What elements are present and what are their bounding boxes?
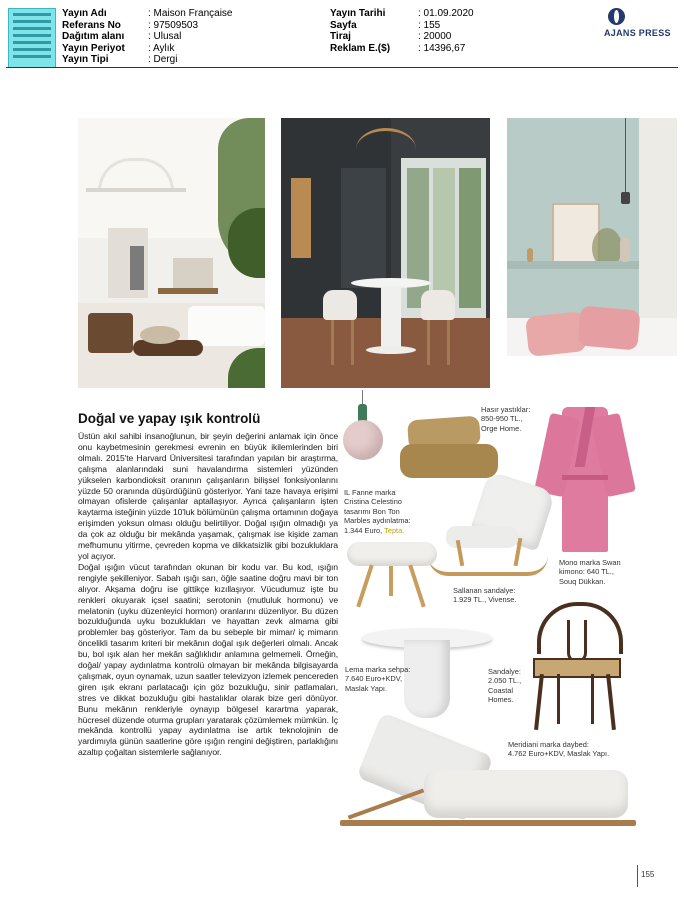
caption-highlight: Tepta. [384,525,405,535]
caption-line: Orge Home. [481,423,522,433]
pendant-lamp-image [340,390,390,485]
page-number-divider [637,865,638,887]
info-value: : 14396,67 [418,42,466,54]
side-table-caption [345,665,410,693]
info-label: Tiraj [330,31,351,42]
caption-line: Sandalye: [488,667,521,676]
info-label: Yayın Adı [62,8,107,19]
caption-line: Homes. [488,695,514,705]
page-number: 155 [641,870,655,879]
info-value: : Ulusal [148,31,182,42]
info-value: : Maison Française [148,8,233,19]
info-value: : 01.09.2020 [418,8,474,19]
caption-line: 7.640 Euro+KDV, [345,674,403,684]
info-label: Yayın Tipi [62,54,109,65]
caption-line: kimono: 640 TL., [559,567,614,577]
caption-line: 1.929 TL., Vivense. [453,595,517,605]
caption-line: Sallanan sandalye: [453,586,516,595]
info-label: Yayın Periyot [62,42,125,54]
info-label: Sayfa [330,19,357,31]
info-label: Dağıtım alanı [62,31,125,42]
info-value: : 155 [418,19,441,31]
kimono-caption [559,558,621,586]
info-label: Referans No [62,19,121,31]
photo-bedroom [507,118,677,388]
caption-line: Hasır yastıklar: [481,405,531,414]
caption-line: 1.344 Euro, [344,525,385,535]
caption-line: Cristina Celestino [344,497,402,507]
daybed-caption [508,740,609,759]
caption-line: 850-950 TL., [481,414,523,424]
photo-living-room [78,118,265,388]
page-thumbnail[interactable] [8,8,56,68]
info-label: Yayın Tarihi [330,8,386,19]
caption-line: Coastal [488,685,514,695]
caption-line: Maslak Yapı. [345,683,388,693]
rocking-chair-caption [453,586,516,605]
article-paragraph: Doğal ışığın vücut tarafından okunan bir kodu var. Bu kod, ışığın rengiyle şekilleniyor. Sabah ışığı sarı, öğle saatine doğru mavi bir ton alıyor. Akşama doğru ise gittikçe kızıllaşıyor. Vücudumuz işte bu renkleri okuyarak içsel saatini; serotonin (mutluluk hormonu) ve melatonin (uyku düzenleyici hormon) oranlarını düzenliyor. Bu düzen bozulduğunda uyku bozuklukları ve hayattan zevk almama gibi problemler baş gösteriyor. Tam da bu sebeple bir mimar/ iç mimarın öncelikli tasarım kriteri bir mekânın doğal ışık değerleri olmalı. Ancak bu, bol ışık alan her mekân sağlıklıdır anlamına gelmemeli. Örneğin, doğal/ yapay aydınlatma kontrolü olmayan bir mekânda bilgisayarda çalışmak, oyun oynamak, uzun saatler televizyon izlemek pencereden giren ışık ekranı parlatacağı için göz bozukluğu, sinir patlamaları, stres ve dikkat bozukluğu gibi hastalıklar olarak bize geri dönüyor. Bunu mekânın renkleriyle oynayıp bölgesel karartma yaparak, hücresel düzende oturma grupları yaratarak çözümlemek mümkün. İç mekânda kontrollü yapay aydınlatma ise artık teknolojinin de yardımıyla günün saatlerine göre ışığın rengini değiştiren, parlaklığını azaltıp çoğaltan sistemlerle sağlanıyor. [78,561,338,758]
pink-kimono-image [540,405,630,553]
cushions-caption [481,405,530,433]
ottoman-image [345,540,440,610]
caption-line: Marbles aydınlatma: [344,516,411,526]
header-divider [6,67,678,68]
chair-caption [488,667,521,705]
logo-text: AJANS PRESS [604,28,671,38]
photo-dining-room [281,118,490,388]
publication-info-left [62,8,232,66]
article-paragraph: Üstün akıl sahibi insanoğlunun, bir şeyin değerini anlamak için önce onu kaybetmesinin gerekmesi evrenin en büyük ikilemlerinden biri olmalı. 2015'te Harvard Üniversitesi tarafından yapılan bir araştırma, çalışma alanlarındaki suni havalandırma sistemleri yüzünden yükselen karbondioksit oranının çalışanların bilişsel fonksiyonlarını yüzde 50 oranında düşürdüğünü gösteriyor. Yani taze havaya erişimi olmayan ofislerde çalışanlar aptallaşıyor. Ayrıca çalışanların işten kaytarma isteğinin yüzde 10'luk bölümünün çalışma ortamının doğaya erişimden yoksun olması olduğu belirtiliyor. Doğal ışığın olmadığı ya da çok az olduğu bir mekânda yaşamak, çalışmak ise kişide zaman mefhumunu yitirme, çevreden kopma ve dikkatsizlik gibi bozukluklara yol açıyor. [78,431,338,561]
rocking-chair-image [428,478,553,578]
publication-info-right [330,8,474,54]
wishbone-chair-image [527,600,623,732]
caption-line: Mono marka Swan [559,558,621,567]
info-value: : Aylık [148,42,175,54]
article-title: Doğal ve yapay ışık kontrolü [78,411,261,426]
info-value: : Dergi [148,54,178,65]
info-value: : 97509503 [148,19,199,31]
caption-line: Souq Dükkan. [559,576,606,586]
pendant-lamp-caption [344,488,411,535]
caption-line: 4.762 Euro+KDV, Maslak Yapı. [508,749,610,759]
clipping-header [0,0,684,70]
globe-icon [608,8,625,25]
caption-line: 2.050 TL., [488,676,522,686]
caption-line: Lema marka sehpa: [345,665,411,674]
caption-line: tasarımı Bon Ton [344,506,400,516]
caption-line: IL Fanne marka [344,488,396,497]
ajans-press-logo [604,8,676,38]
info-label: Reklam E.($) [330,42,391,54]
caption-line: Meridiani marka daybed: [508,740,589,749]
info-value: : 20000 [418,31,452,42]
article-body [78,431,338,758]
